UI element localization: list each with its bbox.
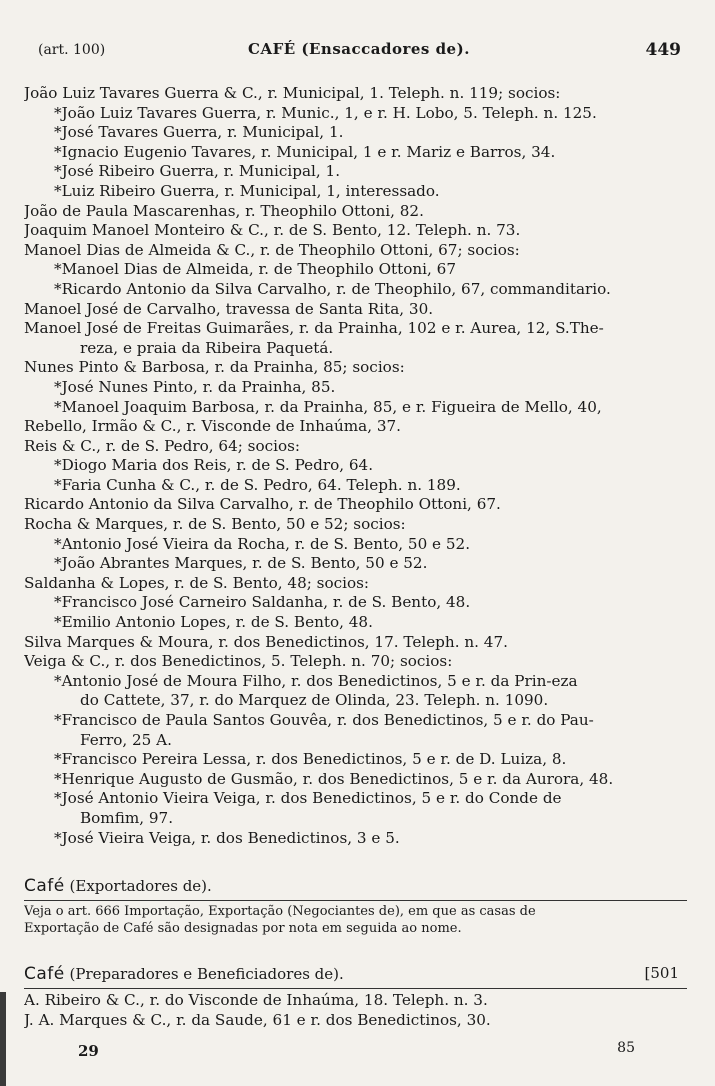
- section-subtitle: (Preparadores e Beneficiadores de).: [69, 965, 344, 983]
- list-item: *Luiz Ribeiro Guerra, r. Municipal, 1, interessado.: [54, 181, 440, 200]
- list-item: *José Nunes Pinto, r. da Prainha, 85.: [54, 377, 336, 396]
- section-divider: [24, 988, 687, 989]
- list-item: Manoel José de Freitas Guimarães, r. da Prainha, 102 e r. Aurea, 12, S.The-: [24, 319, 604, 338]
- list-item: Saldanha & Lopes, r. de S. Bento, 48; socios:: [24, 573, 370, 592]
- list-item: João de Paula Mascarenhas, r. Theophilo Ottoni, 82.: [24, 201, 424, 220]
- section-title: [24, 964, 687, 984]
- list-item: Bomfim, 97.: [80, 808, 174, 827]
- page-number: 449: [645, 40, 681, 60]
- list-item: *Emilio Antonio Lopes, r. de S. Bento, 48.: [54, 613, 373, 632]
- list-item: *Francisco Pereira Lessa, r. dos Benedictinos, 5 e r. de D. Luiza, 8.: [54, 750, 567, 769]
- list-item: Reis & C., r. de S. Pedro, 64; socios:: [24, 436, 301, 455]
- list-item: *Antonio José Vieira da Rocha, r. de S. Bento, 50 e 52.: [54, 534, 471, 553]
- list-item: Rebello, Irmão & C., r. Visconde de Inhaúma, 37.: [24, 417, 402, 436]
- footer-number: 85: [617, 1040, 635, 1056]
- list-item: A. Ribeiro & C., r. do Visconde de Inhaúma, 18. Teleph. n. 3.: [24, 991, 488, 1009]
- section-title: [24, 876, 687, 896]
- list-item: *Francisco José Carneiro Saldanha, r. de S. Bento, 48.: [54, 593, 471, 612]
- page-title: CAFÉ (Ensaccadores de).: [248, 40, 470, 58]
- section-preparadores: [24, 964, 687, 1030]
- list-item: *Ignacio Eugenio Tavares, r. Municipal, 1 e r. Mariz e Barros, 34.: [54, 142, 556, 161]
- binding-edge: [0, 992, 6, 1086]
- list-item: reza, e praia da Ribeira Paquetá.: [80, 338, 334, 357]
- list-item: do Cattete, 37, r. do Marquez de Olinda, 23. Teleph. n. 1090.: [80, 691, 549, 710]
- list-item: *Ricardo Antonio da Silva Carvalho, r. de Theophilo, 67, commanditario.: [54, 279, 611, 298]
- footer-signature-number: 29: [78, 1042, 99, 1060]
- list-item: *Henrique Augusto de Gusmão, r. dos Benedictinos, 5 e r. da Aurora, 48.: [54, 769, 614, 788]
- list-item: Joaquim Manoel Monteiro & C., r. de S. Bento, 12. Teleph. n. 73.: [24, 221, 521, 240]
- list-item: *Antonio José de Moura Filho, r. dos Benedictinos, 5 e r. da Prin-eza: [54, 671, 578, 690]
- list-item: Veiga & C., r. dos Benedictinos, 5. Teleph. n. 70; socios:: [24, 652, 453, 671]
- list-item: *João Luiz Tavares Guerra, r. Munic., 1, e r. H. Lobo, 5. Teleph. n. 125.: [54, 103, 597, 122]
- list-item: *Francisco de Paula Santos Gouvêa, r. dos Benedictinos, 5 e r. do Pau-: [54, 711, 594, 729]
- entry-list: [24, 84, 687, 848]
- section-subtitle: (Exportadores de).: [69, 877, 212, 895]
- list-item: Silva Marques & Moura, r. dos Benedictinos, 17. Teleph. n. 47.: [24, 632, 508, 651]
- list-item: Ferro, 25 A.: [80, 730, 172, 749]
- list-item: Rocha & Marques, r. de S. Bento, 50 e 52; socios:: [24, 515, 406, 534]
- section-keyword: Café: [24, 964, 65, 984]
- article-reference: [501: [644, 964, 679, 982]
- list-item: J. A. Marques & C., r. da Saude, 61 e r. dos Benedictinos, 30.: [24, 1010, 491, 1029]
- page-header: [38, 40, 685, 62]
- list-item: *José Ribeiro Guerra, r. Municipal, 1.: [54, 162, 341, 181]
- list-item: *Manoel Dias de Almeida, r. de Theophilo Ottoni, 67: [54, 260, 456, 279]
- section-exportadores: [24, 876, 687, 937]
- list-item: Manoel José de Carvalho, travessa de Santa Rita, 30.: [24, 299, 434, 318]
- section-keyword: Café: [24, 876, 65, 896]
- section-note-line: Veja o art. 666 Importação, Exportação (Negociantes de), em que as casas de: [24, 904, 536, 919]
- list-item: *José Tavares Guerra, r. Municipal, 1.: [54, 123, 344, 142]
- list-item: *José Antonio Vieira Veiga, r. dos Benedictinos, 5 e r. do Conde de: [54, 789, 562, 808]
- list-item: *João Abrantes Marques, r. de S. Bento, 50 e 52.: [54, 554, 428, 573]
- list-item: *Diogo Maria dos Reis, r. de S. Pedro, 64.: [54, 456, 374, 475]
- list-item: *José Vieira Veiga, r. dos Benedictinos, 3 e 5.: [54, 828, 400, 847]
- list-item: Ricardo Antonio da Silva Carvalho, r. de Theophilo Ottoni, 67.: [24, 495, 501, 514]
- list-item: Nunes Pinto & Barbosa, r. da Prainha, 85; socios:: [24, 358, 405, 377]
- article-reference: (art. 100): [38, 42, 106, 58]
- section-note-line: Exportação de Café são designadas por nota em seguida ao nome.: [24, 921, 462, 936]
- list-item: *Faria Cunha & C., r. de S. Pedro, 64. Teleph. n. 189.: [54, 475, 461, 494]
- list-item: Manoel Dias de Almeida & C., r. de Theophilo Ottoni, 67; socios:: [24, 240, 520, 259]
- list-item: *Manoel Joaquim Barbosa, r. da Prainha, 85, e r. Figueira de Mello, 40,: [54, 397, 602, 416]
- section-divider: [24, 900, 687, 901]
- list-item: João Luiz Tavares Guerra & C., r. Municipal, 1. Teleph. n. 119; socios:: [24, 84, 561, 102]
